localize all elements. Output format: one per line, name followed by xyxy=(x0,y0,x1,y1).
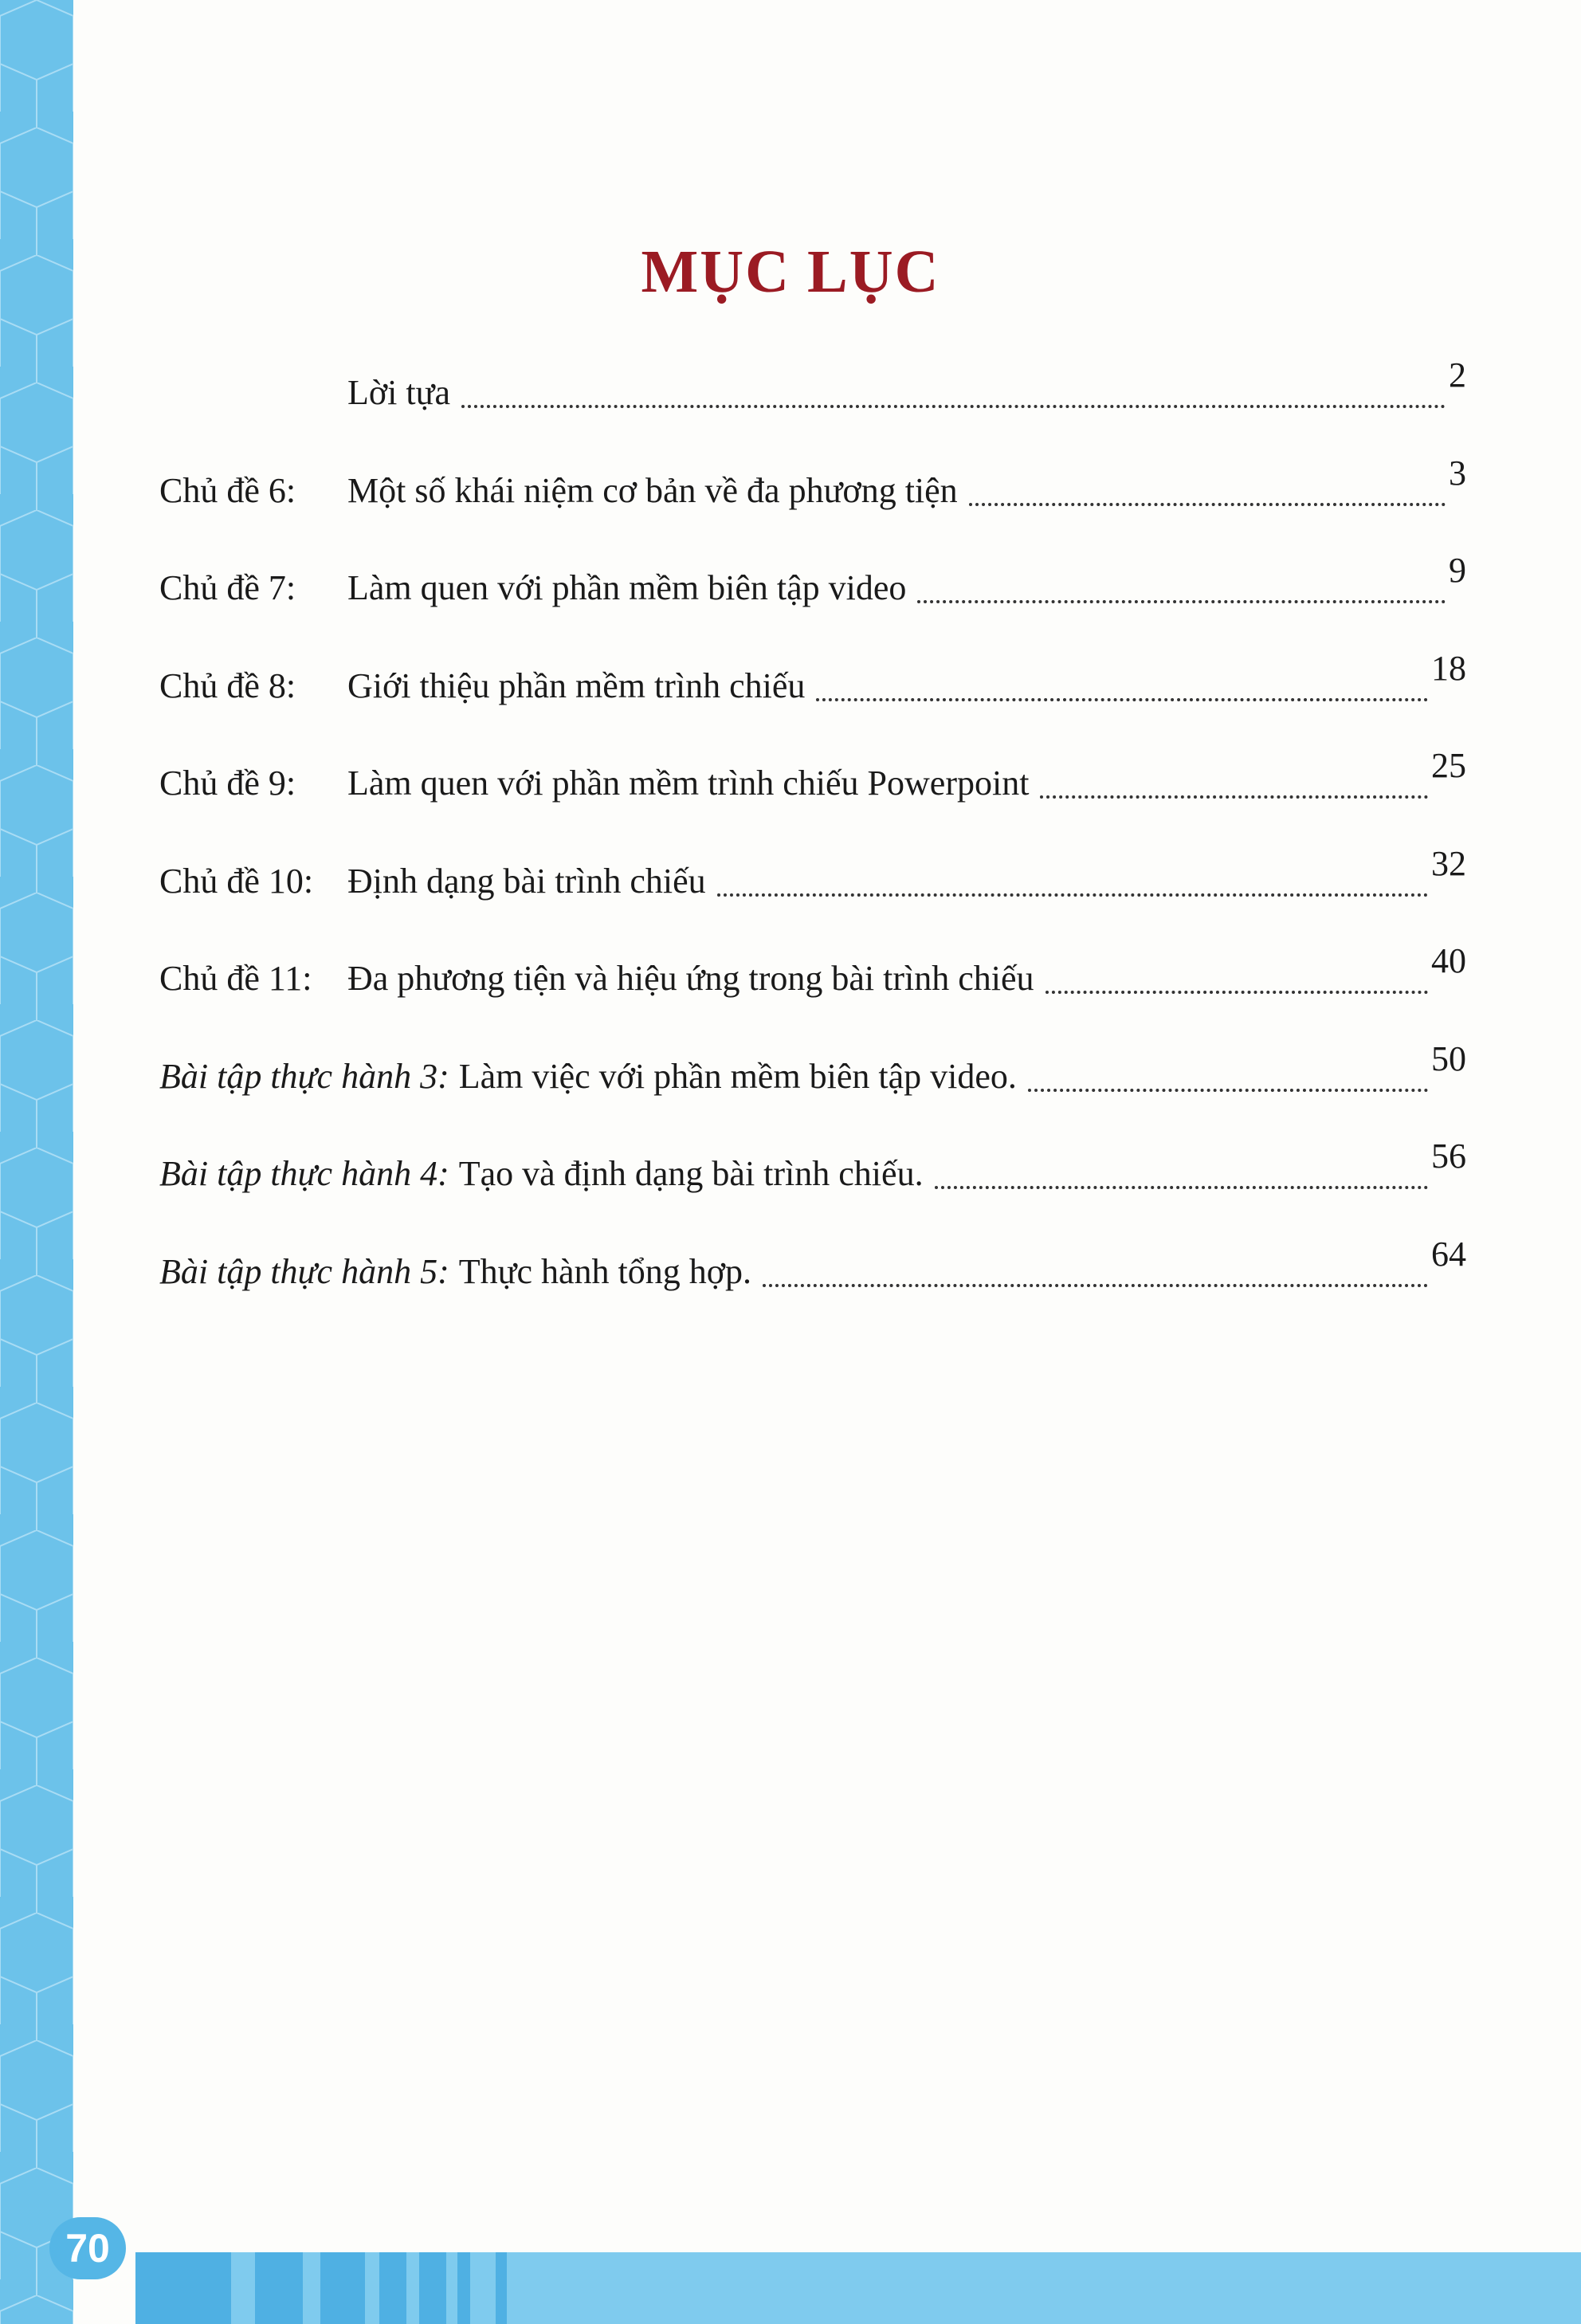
toc-entry[interactable] xyxy=(159,355,1466,422)
toc-page-number: 56 xyxy=(1431,1136,1466,1176)
toc-text: Lời tựa xyxy=(347,373,450,412)
toc-text: Thực hành tổng hợp. xyxy=(458,1251,752,1291)
toc-entry[interactable] xyxy=(159,843,1466,911)
page-title: MỤC LỤC xyxy=(641,238,940,305)
toc-prefix: Bài tập thực hành 5: xyxy=(159,1251,449,1291)
toc-text: Làm quen với phần mềm biên tập video xyxy=(347,568,907,607)
toc-prefix: Chủ đề 6: xyxy=(159,470,296,510)
toc-entry[interactable] xyxy=(159,453,1466,520)
dot-leader xyxy=(1046,991,1428,994)
toc-page-number: 40 xyxy=(1431,941,1466,980)
toc-text: Một số khái niệm cơ bản về đa phương tiện xyxy=(347,470,958,510)
toc-page-number: 18 xyxy=(1431,648,1466,688)
toc-text: Làm quen với phần mềm trình chiếu Powerpoint xyxy=(347,764,1030,803)
toc-entry[interactable] xyxy=(159,1136,1466,1203)
page-number-badge: 70 xyxy=(49,2217,126,2279)
toc-page-number: 2 xyxy=(1449,355,1466,395)
toc-text: Đa phương tiện và hiệu ứng trong bài trình chiếu xyxy=(347,959,1034,998)
toc-prefix: Chủ đề 9: xyxy=(159,764,296,803)
toc-entry[interactable] xyxy=(159,648,1466,716)
toc-prefix: Chủ đề 7: xyxy=(159,568,296,607)
toc-page-number: 32 xyxy=(1431,843,1466,883)
hexagon-pattern-decoration xyxy=(0,0,73,2324)
toc-page-number: 64 xyxy=(1431,1234,1466,1274)
decorative-side-band xyxy=(0,0,73,2324)
toc-text: Giới thiệu phần mềm trình chiếu xyxy=(347,665,806,705)
dot-leader xyxy=(816,698,1428,701)
dot-leader xyxy=(1028,1089,1428,1092)
dot-leader xyxy=(969,503,1446,506)
toc-prefix: Chủ đề 10: xyxy=(159,861,314,901)
toc-page-number: 50 xyxy=(1431,1038,1466,1078)
dot-leader xyxy=(717,893,1428,897)
toc-prefix: Chủ đề 8: xyxy=(159,665,296,705)
toc-text: Tạo và định dạng bài trình chiếu. xyxy=(458,1154,924,1193)
toc-entry[interactable] xyxy=(159,746,1466,813)
toc-page-number: 3 xyxy=(1449,453,1466,493)
toc-text: Định dạng bài trình chiếu xyxy=(347,861,706,901)
dot-leader xyxy=(917,600,1446,603)
toc-prefix: Bài tập thực hành 3: xyxy=(159,1056,449,1096)
toc-entry[interactable] xyxy=(159,1038,1466,1106)
dot-leader xyxy=(935,1186,1428,1189)
toc-prefix: Chủ đề 11: xyxy=(159,959,312,998)
toc-entry[interactable] xyxy=(159,941,1466,1008)
dot-leader xyxy=(763,1284,1428,1287)
dot-leader xyxy=(1040,795,1428,799)
toc-entry[interactable] xyxy=(159,551,1466,618)
toc-page-number: 9 xyxy=(1449,551,1466,590)
toc-prefix: Bài tập thực hành 4: xyxy=(159,1154,449,1193)
dot-leader xyxy=(461,405,1446,408)
toc-text: Làm việc với phần mềm biên tập video. xyxy=(458,1056,1017,1096)
toc-entry[interactable] xyxy=(159,1234,1466,1301)
toc-page-number: 25 xyxy=(1431,746,1466,785)
